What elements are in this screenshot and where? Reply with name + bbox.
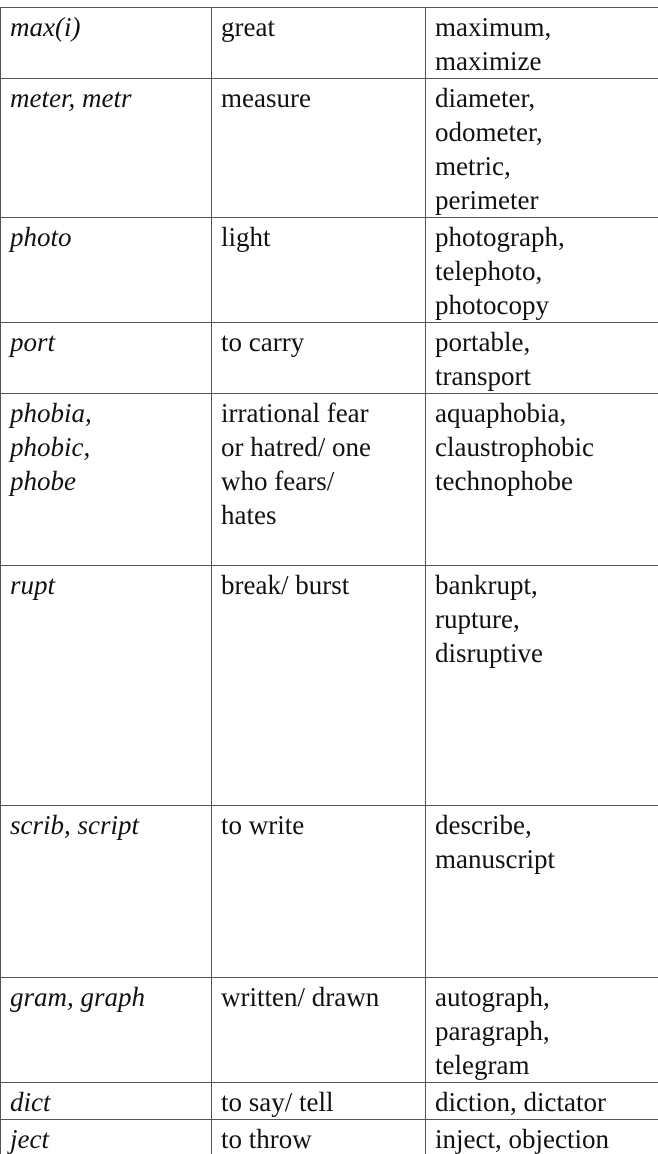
example-text: odometer, — [435, 117, 543, 147]
meaning-cell — [212, 566, 426, 806]
root-text: gram, graph — [10, 982, 146, 1012]
root-cell — [1, 1083, 212, 1120]
example-text: portable, — [435, 327, 531, 357]
meaning-cell — [212, 323, 426, 394]
root-cell — [1, 806, 212, 978]
meaning-text: to throw — [221, 1124, 312, 1154]
examples-cell — [426, 566, 658, 806]
root-text: dict — [10, 1087, 51, 1117]
meaning-text: written/ drawn — [221, 982, 380, 1012]
example-text: autograph, — [435, 982, 550, 1012]
meaning-text: to carry — [221, 327, 305, 357]
word-roots-table — [0, 7, 658, 1154]
examples-cell — [426, 1120, 658, 1154]
table-row — [1, 978, 658, 1083]
table-row — [1, 79, 658, 218]
root-cell — [1, 8, 212, 79]
example-text: maximum, — [435, 12, 552, 42]
meaning-text: break/ burst — [221, 570, 350, 600]
meaning-cell — [212, 8, 426, 79]
root-text: ject — [10, 1124, 49, 1154]
meaning-cell — [212, 978, 426, 1083]
meaning-text: irrational fear — [221, 398, 369, 428]
root-cell — [1, 218, 212, 323]
example-text: telegram — [435, 1050, 530, 1080]
root-text: max(i) — [10, 12, 81, 42]
examples-cell — [426, 806, 658, 978]
example-text: disruptive — [435, 638, 543, 668]
example-text: bankrupt, — [435, 570, 538, 600]
example-text: photograph, — [435, 222, 565, 252]
example-text: rupture, — [435, 604, 520, 634]
table-row — [1, 806, 658, 978]
example-text: inject, objection — [435, 1124, 609, 1154]
example-text: paragraph, — [435, 1016, 550, 1046]
examples-cell — [426, 79, 658, 218]
examples-cell — [426, 1083, 658, 1120]
root-cell — [1, 394, 212, 566]
root-cell — [1, 566, 212, 806]
root-text: scrib, script — [10, 810, 140, 840]
root-cell — [1, 323, 212, 394]
meaning-text: to write — [221, 810, 305, 840]
table-row — [1, 394, 658, 566]
table-row — [1, 218, 658, 323]
meaning-cell — [212, 806, 426, 978]
meaning-text: to say/ tell — [221, 1087, 334, 1117]
table-row — [1, 8, 658, 79]
table-row — [1, 323, 658, 394]
root-cell — [1, 79, 212, 218]
root-cell — [1, 978, 212, 1083]
root-text: rupt — [10, 570, 56, 600]
meaning-cell — [212, 79, 426, 218]
example-text: diameter, — [435, 83, 536, 113]
example-text: manuscript — [435, 844, 555, 874]
example-text: maximize — [435, 46, 542, 76]
root-text: meter, metr — [10, 83, 132, 113]
meaning-text: or hatred/ one — [221, 432, 371, 462]
example-text: telephoto, — [435, 256, 543, 286]
meaning-text: great — [221, 12, 275, 42]
meaning-text: hates — [221, 500, 277, 530]
root-text: phobia, — [10, 398, 92, 428]
example-text: photocopy — [435, 290, 549, 320]
examples-cell — [426, 323, 658, 394]
meaning-text: light — [221, 222, 271, 252]
root-cell — [1, 1120, 212, 1154]
examples-cell — [426, 394, 658, 566]
example-text: aquaphobia, — [435, 398, 567, 428]
example-text: claustrophobic — [435, 432, 594, 462]
example-text: diction, dictator — [435, 1087, 606, 1117]
example-text: perimeter — [435, 185, 539, 215]
meaning-cell — [212, 1120, 426, 1154]
example-text: transport — [435, 361, 531, 391]
root-text: photo — [10, 222, 72, 252]
table-row — [1, 566, 658, 806]
table-row — [1, 1083, 658, 1120]
root-text: port — [10, 327, 56, 357]
root-text: phobe — [10, 466, 76, 496]
table-body — [1, 8, 658, 1154]
meaning-cell — [212, 1083, 426, 1120]
examples-cell — [426, 218, 658, 323]
meaning-text: measure — [221, 83, 311, 113]
meaning-cell — [212, 218, 426, 323]
examples-cell — [426, 8, 658, 79]
examples-cell — [426, 978, 658, 1083]
meaning-text: who fears/ — [221, 466, 335, 496]
example-text: metric, — [435, 151, 511, 181]
example-text: technophobe — [435, 466, 573, 496]
example-text: describe, — [435, 810, 532, 840]
table-row — [1, 1120, 658, 1154]
meaning-cell — [212, 394, 426, 566]
root-text: phobic, — [10, 432, 91, 462]
